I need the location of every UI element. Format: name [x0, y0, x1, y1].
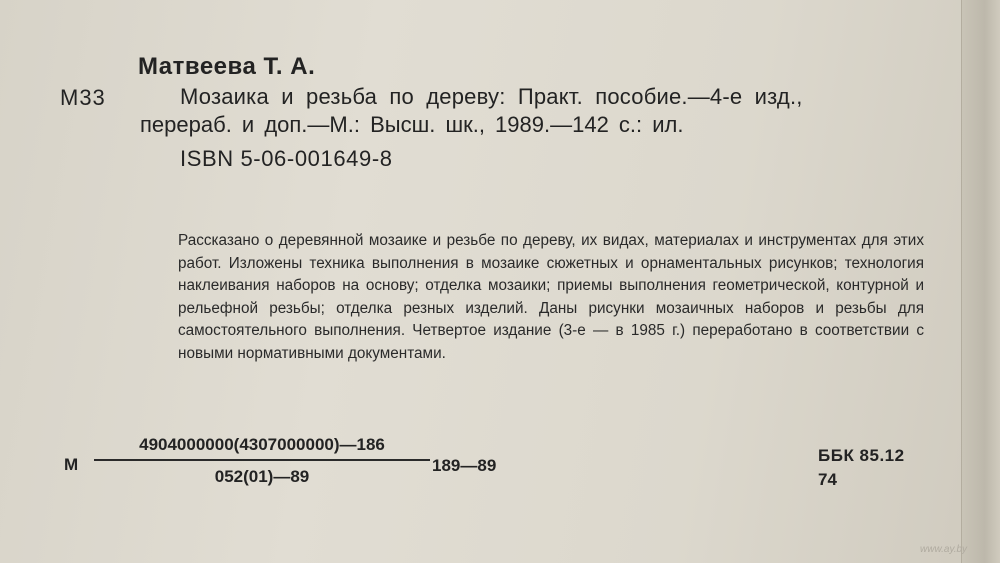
catalog-numerator: 4904000000(4307000000)—186 — [139, 435, 385, 454]
page-edge — [961, 0, 1000, 563]
bbk-code: ББК 85.12 — [818, 446, 905, 465]
catalog-letter: М — [64, 455, 79, 474]
title-line-1: Мозаика и резьба по дереву: Практ. пособие.—4-е изд., — [180, 84, 803, 109]
isbn: ISBN 5-06-001649-8 — [180, 146, 393, 171]
bbk-subcode: 74 — [818, 470, 837, 489]
fraction-bar — [94, 459, 430, 461]
abstract-text: Рассказано о деревянной мозаике и резьбе по дереву, их видах, материалах и инструментах для этих работ. Изложены техника выполнения в мозаике сюжетных и орнаментальных рисунков; технология наклеивания наборов на основу; отделка мозаики; приемы выполнения геометрической, контурной и рельефной резьбы; отделка резных изделий. Даны рисунки мозаичных наборов и резьбы для самостоятельного выполнения. Четвертое издание (3-е — в 1985 г.) переработано в соответствии с новыми нормативными документами. — [178, 232, 924, 362]
watermark: www.ay.by — [920, 544, 968, 555]
author-name: Матвеева Т. А. — [138, 53, 316, 80]
catalog-side-number: 189—89 — [432, 456, 497, 475]
author-code: М33 — [60, 85, 106, 110]
catalog-denominator: 052(01)—89 — [214, 467, 310, 486]
catalog-fraction — [94, 435, 430, 487]
title-line-2: перераб. и доп.—М.: Высш. шк., 1989.—142 с.: ил. — [140, 112, 684, 137]
